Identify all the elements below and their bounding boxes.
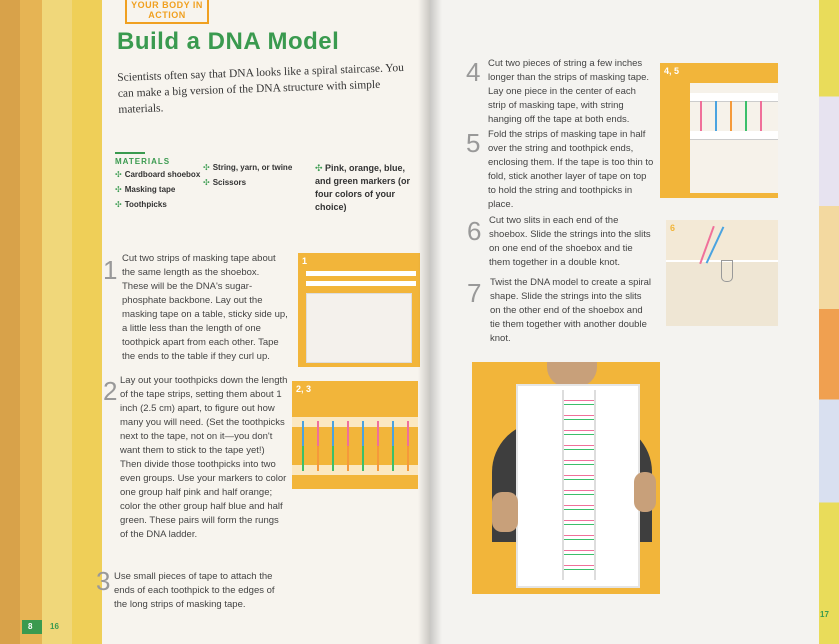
dna-ladder (562, 390, 596, 580)
page-edge (42, 0, 72, 644)
photo-label: 6 (670, 223, 676, 233)
photo-label: 1 (302, 256, 308, 266)
page-number: 16 (50, 622, 59, 631)
page-number: 17 (820, 610, 829, 619)
step-2-3-photo (292, 381, 418, 489)
step-text: Lay out your toothpicks down the length of the tape strips, setting them about 1 inch (2.5 cm) apart, to figure out how many you will need. (Set the toothpicks next to the tape, not on it—you don't want them to stick to the tape yet!) Then divide those toothpicks into two even groups. Use your markers to color one group half pink and half orange; color the other group half blue and half green. These pairs will form the rungs of the DNA ladder. (120, 375, 288, 540)
page-number: 8 (28, 622, 33, 631)
step-4-5-photo (660, 63, 778, 198)
step-text: Cut two strips of masking tape about the same length as the shoebox. These will be the DNA's sugar-phosphate backbone. Lay out the masking tape on a table, sticky side up, a little less than the length of one toothpick apart from each other. Tape the ends to the table if they curl up. (122, 253, 288, 362)
material-item: ✣ String, yarn, or twine (203, 163, 293, 172)
page-edge (0, 0, 20, 644)
book-gutter (418, 0, 442, 644)
step-number: 6 (467, 216, 482, 246)
child-hand (634, 472, 656, 512)
marker-colors-item: ✣ Pink, orange, blue, and green markers (or four colors of your choice) (315, 163, 411, 212)
yellow-margin-stripe (72, 0, 102, 644)
finished-dna-model-photo (472, 362, 660, 594)
step-text: Fold the strips of masking tape in half over the string and toothpick ends, enclosing them. If the tape is too thin to fold, stick another layer of tape on top to hold the string and toothpicks in place. (488, 129, 654, 210)
material-item: ✣ Scissors (203, 178, 247, 187)
right-edge-stripe (819, 0, 839, 644)
material-item: ✣ Masking tape (115, 185, 176, 194)
page-title: Build a DNA Model (117, 28, 340, 55)
step-number: 7 (467, 278, 482, 308)
step-number: 1 (103, 255, 118, 285)
step-number: 5 (466, 128, 481, 158)
step-6-photo (666, 220, 778, 326)
step-text: Cut two slits in each end of the shoebox. Slide the strings into the slits on one end of the shoebox and tie them together in a double knot. (489, 215, 651, 268)
materials-rule (115, 152, 145, 154)
material-item: ✣ Toothpicks (115, 200, 167, 209)
step-text: Use small pieces of tape to attach the ends of each toothpick to the edges of the long strips of masking tape. (114, 571, 275, 610)
intro-text: Scientists often say that DNA looks like a spiral staircase. You can make a big version of the DNA structure with simple materials. (117, 61, 405, 116)
step-number: 2 (103, 376, 118, 406)
step-1-photo (298, 253, 420, 367)
photo-label: 4, 5 (664, 66, 680, 76)
photo-label: 2, 3 (296, 384, 312, 394)
step-number: 4 (466, 57, 481, 87)
material-item: ✣ Cardboard shoebox (115, 170, 201, 179)
section-tag: YOUR BODY IN ACTION (125, 0, 209, 24)
step-text: Cut two pieces of string a few inches longer than the strips of masking tape. Lay one piece in the center of each strip of masking tape, with string hanging off the tape at both ends. (488, 58, 650, 125)
step-text: Twist the DNA model to create a spiral shape. Slide the strings into the slits on the other end of the shoebox and tie them together with another double knot. (490, 277, 652, 344)
step-number: 3 (96, 566, 111, 596)
child-hand (492, 492, 518, 532)
page-edge (20, 0, 42, 644)
materials-title: MATERIALS (115, 157, 171, 166)
